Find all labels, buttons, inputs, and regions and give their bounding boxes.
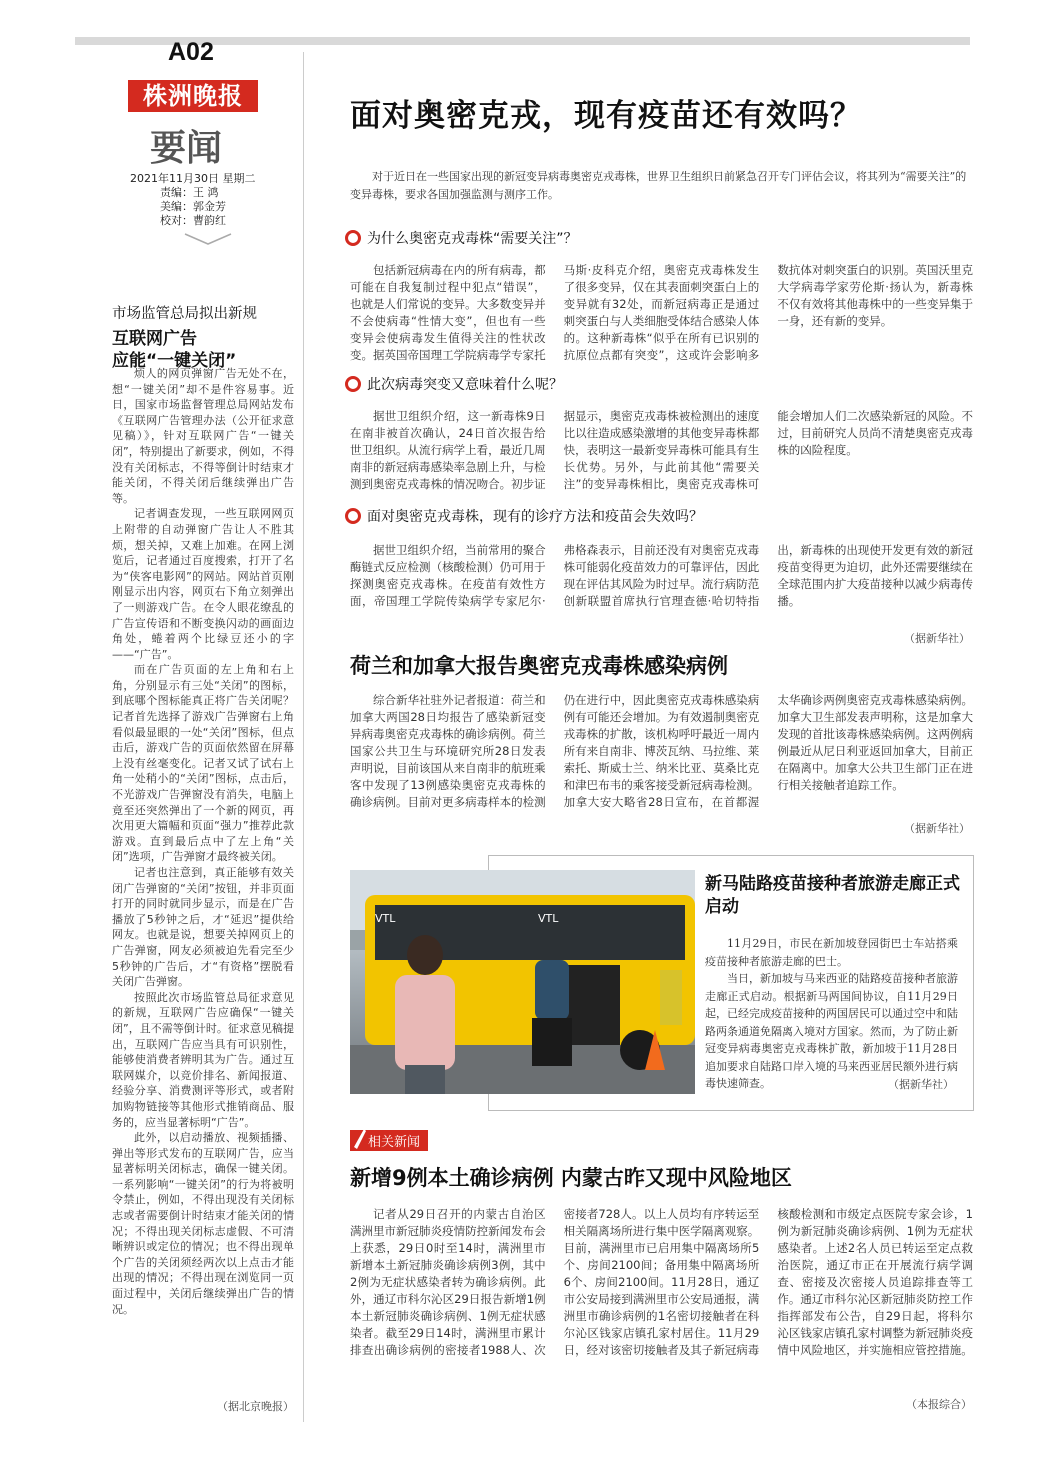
- question-body-1: [350, 262, 973, 366]
- source-credit: （据新华社）: [904, 822, 970, 835]
- body-text: 综合新华社驻外记者报道：荷兰和加拿大两国28日均报告了感染新冠变异病毒奥密克戎毒株的确诊病例。荷兰国家公共卫生与环境研究所28日发表声明说，目前该国从来自南非的航班乘客中发现了13例感染奥密克戎毒株的确诊病例。目前对更多病毒样本的检测仍在进行中，因此奥密克戎毒株感染病例有可能还会增加。为有效遏制奥密克戎毒株的扩散，该机构呼吁最近一周内所有来自南非、博茨瓦纳、马拉维、莱索托、斯威士兰、纳米比亚、莫桑比克和津巴布韦的乘客接受新冠病毒检测。加拿大安大略省28日宣布，在首都渥太华确诊两例奥密克戎毒株感染病例。加拿大卫生部发表声明称，这是加拿大发现的首批该毒株感染病例。这两例病例最近从尼日利亚返回加拿大，目前正在隔离中。加拿大公共卫生部门正在进行相关接触者追踪工作。: [350, 693, 973, 809]
- body-text: 据世卫组织介绍，当前常用的聚合酶链式反应检测（核酸检测）仍可用于探测奥密克戎毒株。在疫苗有效性方面，帝国理工学院传染病学专家尼尔·弗格森表示，目前还没有对奥密克戎毒株可能弱化疫苗效力的可靠评估，因此现在评估其风险为时过早。流行病防范创新联盟首席执行官理查德·哈切特指出，新毒株的出现使开发更有效的新冠疫苗变得更为迫切，此外还需要继续在全球范围内扩大疫苗接种以减少病毒传播。: [350, 543, 973, 608]
- body-text: 当日，新加坡与马来西亚的陆路疫苗接种者旅游走廊正式启动。根据新马两国间协议，自11月29日起，已经完成疫苗接种的两国居民可以通过空中和陆路两条通道免隔离入境对方国家。然而，为了防止新冠变异病毒奥密克戎毒株扩散，新加坡于11月28日追加要求自陆路口岸入境的马来西亚居民额外进行病毒快速筛查。: [705, 972, 958, 1090]
- question-text: 面对奥密克戎毒株，现有的诊疗方法和疫苗会失效吗？: [367, 509, 703, 525]
- article-2-body: [350, 692, 973, 828]
- section-name: 要闻: [150, 127, 223, 169]
- paragraph: 记者也注意到，真正能够有效关闭广告弹窗的“关闭”按钮，并非页面打开的同时就同步显示，而是在广告播放了5秒钟之后，才“延迟”提供给网友。也就是说，想要关掉网页上的广告弹窗，网友必须被迫先看完至少5秒钟的广告后，才“有资格”摆脱看关闭广告弹窗。: [112, 866, 294, 989]
- paragraph: 烦人的网页弹窗广告无处不在，想“一键关闭”却不是件容易事。近日，国家市场监督管理总局网站发布《互联网广告管理办法（公开征求意见稿）》，针对互联网广告“一键关闭”，特别提出了新要求，例如，不得没有关闭标志，不得等倒计时结束才能关闭，不得关闭后继续弹出广告等。: [112, 367, 294, 505]
- source-credit: （据新华社）: [904, 632, 970, 645]
- related-body: [350, 1206, 973, 1400]
- question-body-2: [350, 408, 973, 496]
- paragraph: 记者调查发现，一些互联网网页上附带的自动弹窗广告让人不胜其烦，想关掉，又难上加难。在网上浏览后，记者通过百度搜索，打开了名为“侠客电影网”的网站。网站首页刚刚显示出内容，网页右下角立刻弹出了一则游戏广告。在令人眼花缭乱的广告宣传语和不断变换闪动的画面边角处，蜷着两个比绿豆还小的字——“广告”。: [112, 507, 294, 661]
- question-body-3: [350, 542, 973, 614]
- art-editor-credit: 美编：郭金芳: [160, 200, 226, 213]
- related-headline: 新增9例本土确诊病例 内蒙古昨又现中风险地区: [350, 1166, 792, 1190]
- question-text: 为什么奥密克戎毒株“需要关注”？: [367, 231, 578, 247]
- page-number: A02: [168, 38, 214, 66]
- sidebar-title-line2: 应能“一键关闭”: [112, 351, 237, 371]
- proof-credit: 校对：曹韵红: [160, 214, 226, 227]
- paragraph: 按照此次市场监管总局征求意见的新规，互联网广告应确保“一键关闭”，且不需等倒计时。征求意见稿提出，互联网广告应当具有可识别性，能够使消费者辨明其为广告。通过互联网媒介，以竞价排名、新闻报道、经验分享、消费测评等形式，或者附加购物链接等其他形式推销商品、服务的，应当显著标明“广告”。: [112, 990, 294, 1129]
- sidebar-kicker: 市场监管总局拟出新规: [112, 306, 257, 322]
- newspaper-logo: 株洲晚报: [128, 80, 258, 112]
- bus-sign-text: VTL: [538, 912, 559, 925]
- issue-date: 2021年11月30日 星期二: [130, 172, 256, 185]
- editor-credit: 责编：王 鸿: [160, 186, 219, 199]
- bus-photo-illustration: [350, 870, 695, 1094]
- question-text: 此次病毒突变又意味着什么呢？: [367, 377, 563, 393]
- box-body: [705, 935, 958, 1093]
- main-intro: 对于近日在一些国家出现的新冠变异病毒奥密克戎毒株，世界卫生组织日前紧急召开专门评估会议，将其列为“需要关注”的变异毒株，要求各国加强监测与测序工作。: [350, 170, 967, 201]
- paragraph: 此外，以启动播放、视频插播、弹出等形式发布的互联网广告，应当显著标明关闭标志，确保一键关闭。一系列影响“一键关闭”的行为将被明令禁止，例如，不得出现没有关闭标志或者需要倒计时结束才能关闭的情况；不得出现关闭标志虚假、不可清晰辨识或定位的情况；也不得出现单个广告的关闭须经两次以上点击才能出现的情况；不得出现在浏览同一页面过程中，关闭后继续弹出广告的情况。: [112, 1131, 294, 1316]
- question-heading-1: [345, 228, 578, 248]
- sidebar-body: [112, 366, 294, 1396]
- bus-sign-text: VTL: [375, 912, 396, 925]
- paragraph: 而在广告页面的左上角和右上角，分别显示有三处“关闭”的图标，到底哪个图标能真正将广告关闭呢？记者首先选择了游戏广告弹窗右上角看似最显眼的一处“关闭”图标，但点击后，游戏广告的页面依然留在屏幕上没有丝毫变化。记者又试了试右上角一处稍小的“关闭”图标，点击后，不光游戏广告弹窗没有消失，电脑上竟至还突然弹出了一个新的网页，再次用更大篇幅和页面“强力”推荐此款游戏。直到最后点中了左上角“关闭”选项，广告弹窗才最终被关闭。: [112, 663, 294, 864]
- masthead-meta: [130, 172, 256, 228]
- article-2-headline: 荷兰和加拿大报告奥密克戎毒株感染病例: [350, 654, 728, 678]
- box-headline: 新马陆路疫苗接种者旅游走廊正式启动: [705, 874, 960, 917]
- sidebar-title-line1: 互联网广告: [112, 329, 197, 349]
- body-text: 包括新冠病毒在内的所有病毒，都可能在自我复制过程中犯点“错误”，也就是人们常说的变异。大多数变异并不会使病毒“性情大变”，但也有一些变异会使病毒发生值得关注的性状改变。据英国帝国理工学院病毒学专家托马斯·皮科克介绍，奥密克戎毒株发生了很多变异，仅在其表面刺突蛋白上的变异就有32处，而新冠病毒正是通过刺突蛋白与人类细胞受体结合感染人体的。这种新毒株“似乎在所有已识别的抗原位点都有突变”，这或许会影响多数抗体对刺突蛋白的识别。英国沃里克大学病毒学家劳伦斯·扬认为，新毒株不仅有效将其他毒株中的一些变异集于一身，还有新的变异。: [350, 263, 973, 362]
- question-heading-3: [345, 506, 703, 526]
- body-text: 记者从29日召开的内蒙古自治区满洲里市新冠肺炎疫情防控新闻发布会上获悉，29日0时至14时，满洲里市新增本土新冠肺炎确诊病例3例，其中2例为无症状感染者转为确诊病例。此外，通辽市科尔沁区29日报告新增1例本土新冠肺炎确诊病例、1例无症状感染者。截至29日14时，满洲里市累计排查出确诊病例的密接者1988人、次密接者728人。以上人员均有序转运至相关隔离场所进行集中医学隔离观察。目前，满洲里市已启用集中隔离场所5个、房间2100间；备用集中隔离场所6个、房间2100间。11月28日，通辽市公安局接到满洲里市公安局通报，满洲里市确诊病例的1名密切接触者在科尔沁区钱家店镇孔家村居住。11月29日，经对该密切接触者及其子新冠病毒核酸检测和市级定点医院专家会诊，1例为新冠肺炎确诊病例、1例为无症状感染者。上述2名人员已转运至定点救治医院，通辽市正在开展流行病学调查、密接及次密接人员追踪排查等工作。通辽市科尔沁区新冠肺炎防控工作指挥部发布公告，自29日起，将科尔沁区钱家店镇孔家村调整为新冠肺炎疫情中风险地区，并实施相应管控措施。: [350, 1207, 973, 1357]
- bullet-ring-icon: [345, 230, 361, 246]
- source-credit: （据新华社）: [888, 1078, 954, 1091]
- pencil-icon: [352, 1127, 366, 1149]
- tag-label: 相关新闻: [368, 1135, 421, 1150]
- news-photo: [350, 870, 695, 1094]
- column-divider: [303, 52, 304, 1422]
- main-headline: 面对奥密克戎，现有疫苗还有效吗？: [350, 98, 862, 134]
- body-text: 据世卫组织介绍，这一新毒株9日在南非被首次确认，24日首次报告给世卫组织。从流行病学上看，最近几周南非的新冠病毒感染率急剧上升，与检测到奥密克戎毒株的情况吻合。初步证据显示，奥密克戎毒株被检测出的速度比以往造成感染激增的其他变异毒株都快，表明这一最新变异毒株可能具有生长优势。另外，与此前其他“需要关注”的变异毒株相比，奥密克戎毒株可能会增加人们二次感染新冠的风险。不过，目前研究人员尚不清楚奥密克戎毒株的凶险程度。: [350, 409, 973, 491]
- bullet-ring-icon: [345, 508, 361, 524]
- source-credit: （据北京晚报）: [217, 1400, 294, 1413]
- question-heading-2: [345, 374, 563, 394]
- source-credit: （本报综合）: [906, 1398, 972, 1411]
- photo-caption: 11月29日，市民在新加坡登园街巴士车站搭乘疫苗接种者旅游走廊的巴士。: [705, 937, 958, 968]
- bullet-ring-icon: [345, 376, 361, 392]
- chevron-down-icon: [183, 232, 233, 246]
